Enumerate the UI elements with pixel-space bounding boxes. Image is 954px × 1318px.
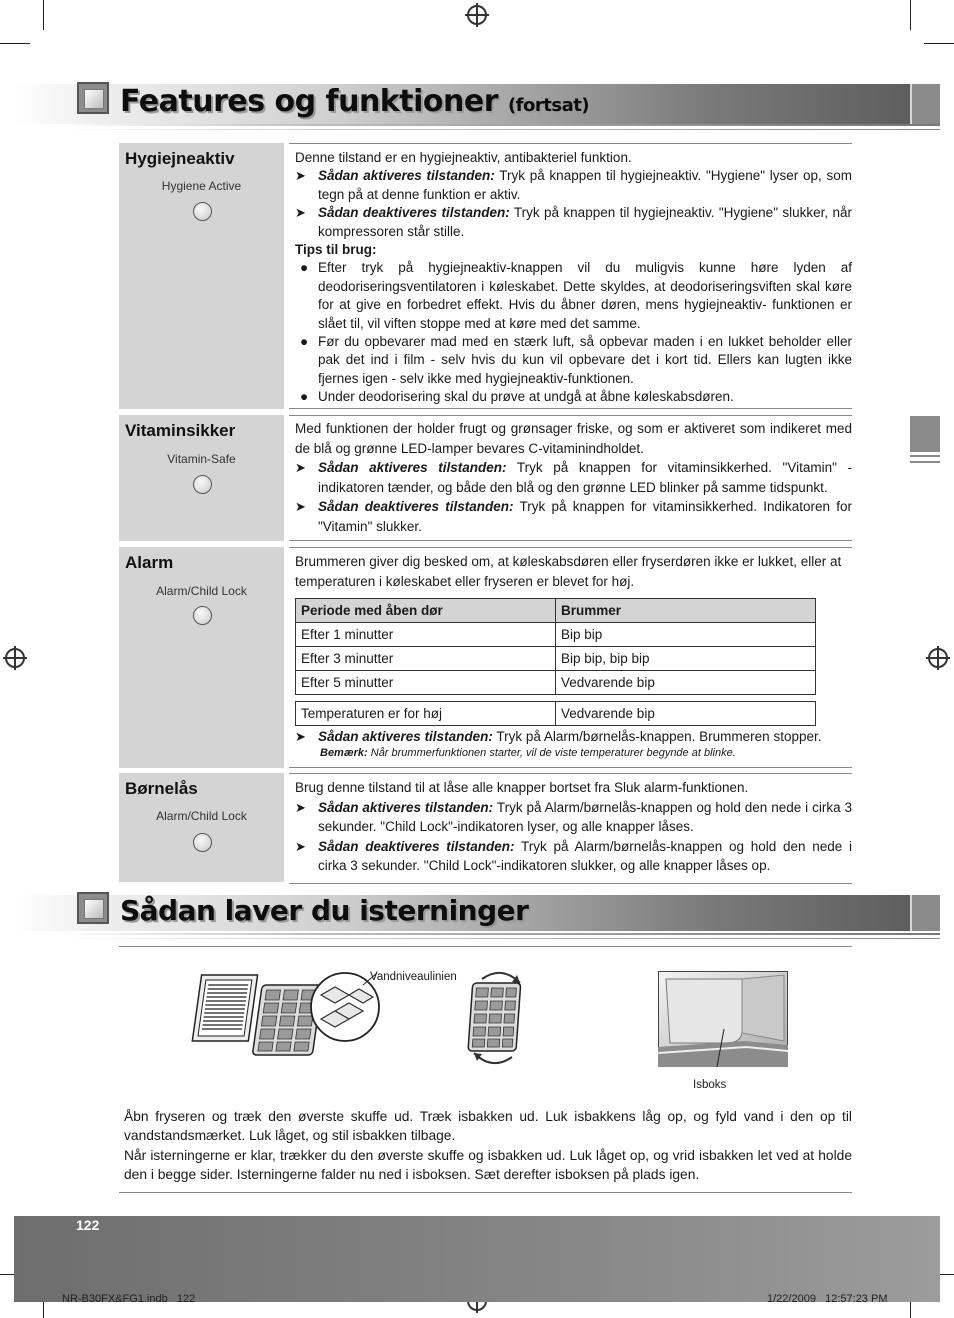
deactivate-instruction: ➤ Sådan deaktiveres tilstanden: Tryk på knappen til hygiejneaktiv. "Hygiene" slukker, når kompressoren står stille. [295,205,852,239]
feature-title: Børnelås [125,779,198,798]
buzzer-table [295,598,816,695]
arrow-icon: ➤ [295,205,306,221]
print-timestamp: 1/22/2009 12:57:23 PM [767,1293,888,1305]
tip-item: ● Før du opbevarer mad med en stærk luft, så opbevar maden i en lukket beholder eller pak det ind i film - selv hvis du kun vil opbevare det i kort tid. Ellers kan lugten ikke fjernes igen - selv ikke med hygiejneaktiv-funktionen. [300,334,852,386]
note-line: Bemærk: Når brummerfunktionen starter, vil de viste temperaturer begynde at blinke. [320,747,736,759]
feature-button-label: Alarm/Child Lock [156,584,247,598]
feature-button-label: Alarm/Child Lock [156,809,247,823]
feature-button-label: Vitamin-Safe [167,452,236,466]
divider [119,1192,852,1193]
feature-button-label: Hygiene Active [161,179,242,193]
feature-description-alarm [289,547,852,768]
feature-title: Hygiejneaktiv [125,149,235,168]
page-title: Features og funktioner (fortsat) [120,84,590,119]
arrow-icon: ➤ [295,168,306,184]
arrow-icon: ➤ [295,460,306,475]
crop-mark [0,43,30,44]
ice-stripe [60,938,940,939]
feature-title: Vitaminsikker [125,421,236,440]
feature-title: Alarm [125,553,174,572]
crop-mark [910,0,911,30]
alarm-button-icon [193,606,212,625]
table-header-cell: Periode med åben dør [296,599,556,623]
table-cell: Vedvarende bip [556,671,816,695]
feature-panel-childlock [119,773,284,882]
ice-instructions [124,1107,852,1185]
table-row [296,647,816,671]
table-header-cell: Brummer [556,599,816,623]
table-row [296,671,816,695]
feature-intro: Brummeren giver dig besked om, at køleskabsdøren eller fryserdøren ikke er lukket, eller at temperaturen i køleskabet eller fryseren er blevet for høj. [295,554,842,589]
chapter-tab-lines [910,455,940,463]
section-square-icon [77,892,109,924]
activate-instruction: ➤ Sådan aktiveres tilstanden: Tryk på Alarm/børnelås-knappen og hold den nede i cirka 3 sekunder. "Child Lock"-indikatoren lyser, og alle knapper låses. [295,799,852,834]
registration-mark [467,5,487,25]
chapter-tab [910,416,940,452]
tip-item: ● Under deodorisering skal du prøve at undgå at åbne køleskabsdøren. [295,388,852,406]
feature-description-hygiene [289,143,852,409]
bullet-icon: ● [300,334,309,350]
page-title-suffix: (fortsat) [507,95,590,116]
crop-mark [924,43,954,44]
activate-instruction: ➤ Sådan aktiveres tilstanden: Tryk på knappen til hygiejneaktiv. "Hygiene" lyser op, som tegn på at denne funktion er aktiv. [295,168,852,202]
footer-bar [14,1216,940,1302]
table-header-row [296,599,816,623]
bullet-icon: ● [300,389,309,405]
ice-box-photo [658,971,788,1067]
table-cell: Efter 5 minutter [296,671,556,695]
section-square-icon [77,82,109,114]
feature-panel-hygiene [119,143,284,409]
table-cell: Bip bip [556,623,816,647]
vitamin-button-icon [193,475,212,494]
arrow-icon: ➤ [295,499,306,514]
page-number: 122 [76,1217,100,1233]
childlock-button-icon [193,833,212,852]
ice-section-title: Sådan laver du isterninger [120,894,529,927]
table-row [296,702,816,726]
registration-mark [5,648,25,668]
header-stripe [60,124,940,126]
registration-mark [928,648,948,668]
deactivate-instruction: ➤ Sådan deaktiveres tilstanden: Tryk på Alarm/børnelås-knappen og hold den nede i cirka 3 sekunder. "Child Lock"-indikatoren slukker, og alle knapper låses op. [295,838,852,873]
file-name: NR-B30FX&FG1.indb 122 [62,1293,196,1305]
table-row [296,623,816,647]
deactivate-instruction: ➤ Sådan deaktiveres tilstanden: Tryk på knappen for vitaminsikkerhed. Indikatoren for "Vitamin" slukker. [295,499,852,534]
feature-intro: Brug denne tilstand til at låse alle knapper bortset fra Sluk alarm-funktionen. [295,780,749,795]
header-stripe [60,129,940,130]
tip-item: ● Efter tryk på hygiejneaktiv-knappen vil du muligvis kunne høre lyden af deodoriseringsventilatoren i køleskabet. Dette skyldes, at deodoriseringsviften skal køre for at give en forbedret effekt. Hvis du åbner døren, mens hygiejneaktiv- funktionen er slået til, vil viften stoppe med at køre med det samme. [300,260,852,331]
feature-panel-vitamin [119,415,284,541]
activate-instruction: ➤ Sådan aktiveres tilstanden: Tryk på knappen for vitaminsikkerhed. "Vitamin" - indikatoren tænder, og både den blå og den grønne LED blinker på samme tidspunkt. [295,460,852,495]
activate-instruction: ➤ Sådan aktiveres tilstanden: Tryk på Alarm/børnelås-knappen. Brummeren stopper. [295,729,822,744]
feature-intro: Denne tilstand er en hygiejneaktiv, antibakteriel funktion. [295,150,632,165]
water-level-label: Vandniveaulinien [370,971,457,983]
feature-intro: Med funktionen der holder frugt og grønsager friske, og som er aktiveret som indikeret med de blå og grønne LED-lamper bevares C-vitaminindholdet. [295,421,852,456]
tips-title: Tips til brug: [295,242,377,258]
ice-stripe [60,933,940,935]
ice-box-label: Isboks [693,1079,727,1091]
bullet-icon: ● [300,260,309,276]
ice-paragraph: Når isterningerne er klar, trækker du den øverste skuffe og isbakken ud. Luk låget op, og vrid isbakken let ved at holde den i begge sider. Isterningerne falder nu ned i isboksen. Sæt derefter isboksen på plads igen. [124,1147,852,1183]
table-cell: Temperaturen er for høj [296,702,556,726]
ice-paragraph: Åbn fryseren og træk den øverste skuffe ud. Træk isbakken ud. Luk isbakkens låg op, og fyld vand i den op til vandstandsmærket. Luk låget, og stil isbakken tilbage. [124,1109,852,1144]
hygiene-button-icon [193,202,212,221]
ice-tray-illustration [185,965,385,1060]
feature-panel-alarm [119,547,284,768]
table-cell: Efter 1 minutter [296,623,556,647]
feature-description-vitamin [289,415,852,541]
table-cell: Efter 3 minutter [296,647,556,671]
feature-description-childlock [289,773,852,884]
table-cell: Vedvarende bip [556,702,816,726]
arrow-icon: ➤ [295,729,306,744]
table-cell: Bip bip, bip bip [556,647,816,671]
arrow-icon: ➤ [295,838,306,854]
arrow-icon: ➤ [295,799,306,815]
crop-mark [43,0,44,30]
temperature-table [295,701,816,726]
ice-tray-twist-illustration [462,965,532,1070]
divider [119,946,852,947]
